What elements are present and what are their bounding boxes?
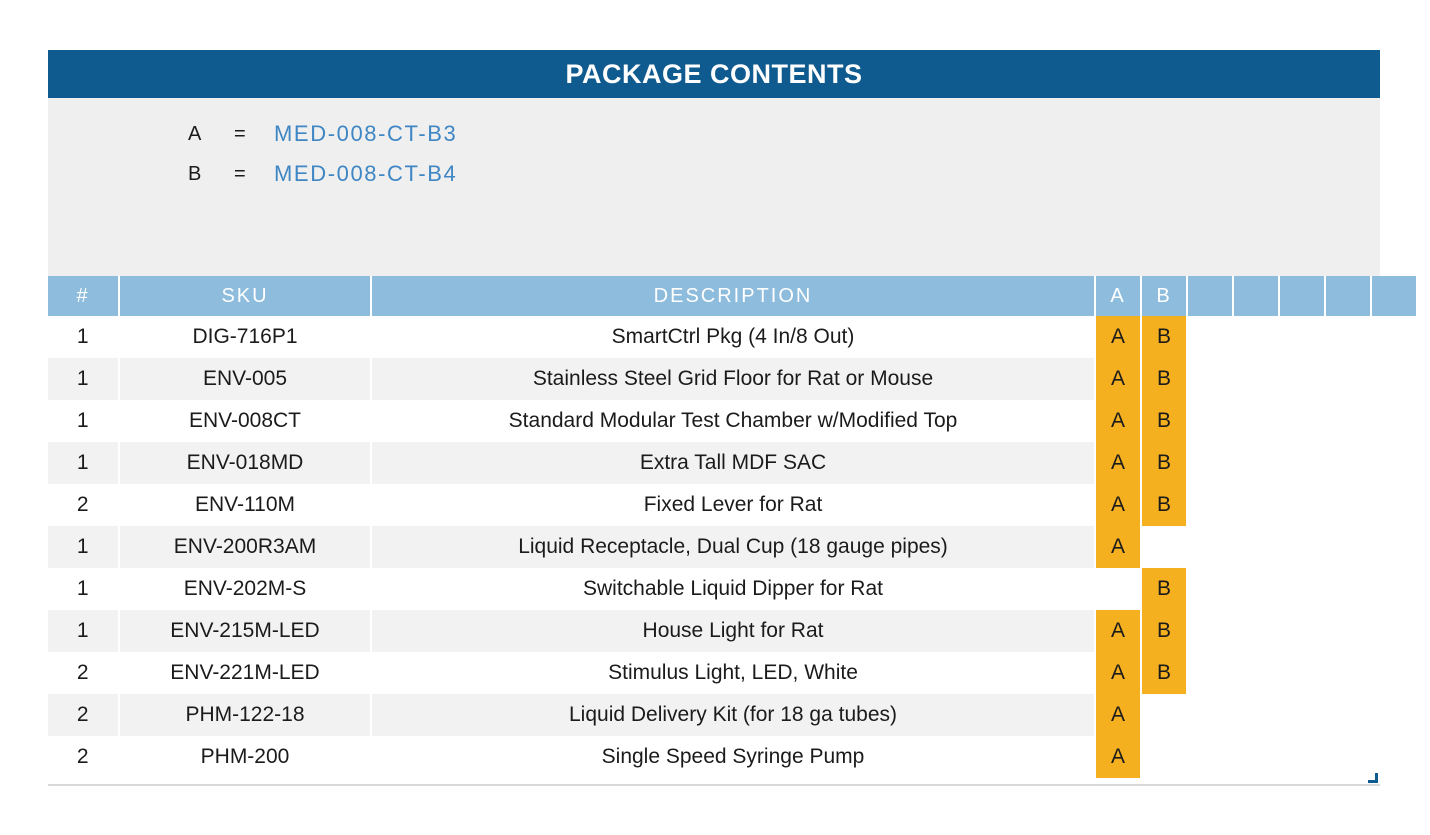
- cell-mark-b: [1141, 694, 1187, 736]
- cell-mark-b: B: [1141, 442, 1187, 484]
- cell-spacer: [1233, 316, 1279, 358]
- cell-mark-b: B: [1141, 568, 1187, 610]
- legend-row: [48, 154, 1380, 194]
- cell-mark-a: A: [1095, 442, 1141, 484]
- cell-sku: ENV-018MD: [119, 442, 371, 484]
- cell-spacer: [1233, 694, 1279, 736]
- cell-spacer: [1325, 610, 1371, 652]
- table-row: [48, 568, 1417, 610]
- cell-sku: ENV-005: [119, 358, 371, 400]
- cell-spacer: [1371, 652, 1417, 694]
- cell-description: House Light for Rat: [371, 610, 1095, 652]
- cell-spacer: [1371, 358, 1417, 400]
- cell-spacer: [1279, 316, 1325, 358]
- cell-sku: ENV-008CT: [119, 400, 371, 442]
- package-contents-table: [48, 276, 1418, 778]
- cell-description: Extra Tall MDF SAC: [371, 442, 1095, 484]
- cell-quantity: 1: [48, 442, 119, 484]
- cell-mark-a: A: [1095, 484, 1141, 526]
- cell-spacer: [1187, 610, 1233, 652]
- cell-mark-a: A: [1095, 736, 1141, 778]
- cell-mark-b: B: [1141, 316, 1187, 358]
- cell-spacer: [1233, 484, 1279, 526]
- cell-spacer: [1187, 652, 1233, 694]
- corner-mark-icon: [1368, 773, 1378, 783]
- table-row: [48, 736, 1417, 778]
- cell-mark-b: [1141, 736, 1187, 778]
- cell-spacer: [1279, 694, 1325, 736]
- table-row: [48, 400, 1417, 442]
- cell-mark-b: [1141, 526, 1187, 568]
- cell-spacer: [1233, 400, 1279, 442]
- cell-spacer: [1325, 568, 1371, 610]
- cell-description: Liquid Delivery Kit (for 18 ga tubes): [371, 694, 1095, 736]
- page-title: PACKAGE CONTENTS: [565, 58, 863, 89]
- bottom-divider: [48, 784, 1380, 786]
- cell-spacer: [1233, 358, 1279, 400]
- cell-spacer: [1325, 358, 1371, 400]
- cell-spacer: [1233, 568, 1279, 610]
- column-header-b: B: [1141, 276, 1187, 316]
- cell-spacer: [1371, 400, 1417, 442]
- cell-mark-a: A: [1095, 694, 1141, 736]
- cell-quantity: 1: [48, 526, 119, 568]
- cell-mark-b: B: [1141, 484, 1187, 526]
- cell-mark-a: A: [1095, 526, 1141, 568]
- cell-sku: ENV-221M-LED: [119, 652, 371, 694]
- cell-mark-b: B: [1141, 652, 1187, 694]
- cell-spacer: [1371, 442, 1417, 484]
- cell-description: Stimulus Light, LED, White: [371, 652, 1095, 694]
- legend-row: [48, 114, 1380, 154]
- cell-spacer: [1325, 736, 1371, 778]
- cell-spacer: [1187, 316, 1233, 358]
- title-bar: [48, 50, 1380, 98]
- cell-description: Single Speed Syringe Pump: [371, 736, 1095, 778]
- cell-mark-b: B: [1141, 400, 1187, 442]
- cell-spacer: [1371, 736, 1417, 778]
- cell-spacer: [1371, 694, 1417, 736]
- cell-spacer: [1279, 442, 1325, 484]
- cell-sku: DIG-716P1: [119, 316, 371, 358]
- cell-quantity: 1: [48, 610, 119, 652]
- column-header-number: #: [48, 276, 119, 316]
- cell-spacer: [1279, 652, 1325, 694]
- cell-spacer: [1279, 568, 1325, 610]
- table-row: [48, 316, 1417, 358]
- cell-spacer: [1325, 526, 1371, 568]
- cell-quantity: 2: [48, 652, 119, 694]
- cell-spacer: [1187, 568, 1233, 610]
- cell-sku: ENV-110M: [119, 484, 371, 526]
- legend-value: MED-008-CT-B3: [274, 121, 458, 146]
- cell-spacer: [1187, 442, 1233, 484]
- cell-sku: PHM-122-18: [119, 694, 371, 736]
- column-header-spacer: [1187, 276, 1233, 316]
- cell-spacer: [1325, 652, 1371, 694]
- cell-spacer: [1279, 736, 1325, 778]
- cell-spacer: [1233, 610, 1279, 652]
- cell-quantity: 1: [48, 316, 119, 358]
- cell-spacer: [1325, 316, 1371, 358]
- cell-spacer: [1279, 610, 1325, 652]
- cell-spacer: [1187, 736, 1233, 778]
- cell-spacer: [1233, 526, 1279, 568]
- cell-mark-a: A: [1095, 652, 1141, 694]
- column-header-spacer: [1325, 276, 1371, 316]
- cell-spacer: [1233, 442, 1279, 484]
- legend-key: B: [188, 162, 203, 185]
- cell-spacer: [1371, 610, 1417, 652]
- table-row: [48, 484, 1417, 526]
- cell-mark-a: [1095, 568, 1141, 610]
- cell-spacer: [1279, 400, 1325, 442]
- cell-spacer: [1325, 442, 1371, 484]
- column-header-a: A: [1095, 276, 1141, 316]
- table-row: [48, 358, 1417, 400]
- cell-quantity: 1: [48, 358, 119, 400]
- cell-quantity: 1: [48, 400, 119, 442]
- cell-spacer: [1187, 526, 1233, 568]
- legend-panel: [48, 98, 1380, 276]
- cell-sku: ENV-202M-S: [119, 568, 371, 610]
- column-header-spacer: [1371, 276, 1417, 316]
- cell-quantity: 2: [48, 736, 119, 778]
- package-contents-sheet: [48, 50, 1380, 786]
- cell-sku: ENV-215M-LED: [119, 610, 371, 652]
- cell-description: Standard Modular Test Chamber w/Modified Top: [371, 400, 1095, 442]
- cell-spacer: [1325, 484, 1371, 526]
- cell-spacer: [1325, 400, 1371, 442]
- cell-mark-a: A: [1095, 610, 1141, 652]
- column-header-description: DESCRIPTION: [371, 276, 1095, 316]
- cell-quantity: 2: [48, 484, 119, 526]
- cell-sku: ENV-200R3AM: [119, 526, 371, 568]
- cell-mark-a: A: [1095, 400, 1141, 442]
- cell-spacer: [1187, 400, 1233, 442]
- cell-spacer: [1187, 358, 1233, 400]
- cell-spacer: [1371, 568, 1417, 610]
- legend-equals: =: [234, 122, 246, 145]
- table-row: [48, 694, 1417, 736]
- column-header-spacer: [1279, 276, 1325, 316]
- cell-spacer: [1187, 694, 1233, 736]
- cell-spacer: [1279, 526, 1325, 568]
- cell-spacer: [1187, 484, 1233, 526]
- table-row: [48, 526, 1417, 568]
- cell-spacer: [1371, 316, 1417, 358]
- legend-value: MED-008-CT-B4: [274, 161, 458, 186]
- table-header-row: [48, 276, 1417, 316]
- legend-key: A: [188, 122, 203, 145]
- cell-spacer: [1325, 694, 1371, 736]
- cell-mark-b: B: [1141, 358, 1187, 400]
- cell-description: SmartCtrl Pkg (4 In/8 Out): [371, 316, 1095, 358]
- cell-description: Liquid Receptacle, Dual Cup (18 gauge pipes): [371, 526, 1095, 568]
- cell-quantity: 1: [48, 568, 119, 610]
- table-row: [48, 442, 1417, 484]
- cell-description: Fixed Lever for Rat: [371, 484, 1095, 526]
- cell-description: Switchable Liquid Dipper for Rat: [371, 568, 1095, 610]
- legend-equals: =: [234, 162, 246, 185]
- cell-spacer: [1371, 526, 1417, 568]
- cell-spacer: [1233, 652, 1279, 694]
- table-row: [48, 610, 1417, 652]
- cell-description: Stainless Steel Grid Floor for Rat or Mouse: [371, 358, 1095, 400]
- cell-quantity: 2: [48, 694, 119, 736]
- column-header-spacer: [1233, 276, 1279, 316]
- cell-spacer: [1371, 484, 1417, 526]
- cell-mark-a: A: [1095, 358, 1141, 400]
- cell-sku: PHM-200: [119, 736, 371, 778]
- column-header-sku: SKU: [119, 276, 371, 316]
- table-body: [48, 316, 1417, 778]
- cell-spacer: [1279, 484, 1325, 526]
- cell-mark-b: B: [1141, 610, 1187, 652]
- cell-spacer: [1233, 736, 1279, 778]
- cell-mark-a: A: [1095, 316, 1141, 358]
- cell-spacer: [1279, 358, 1325, 400]
- table-row: [48, 652, 1417, 694]
